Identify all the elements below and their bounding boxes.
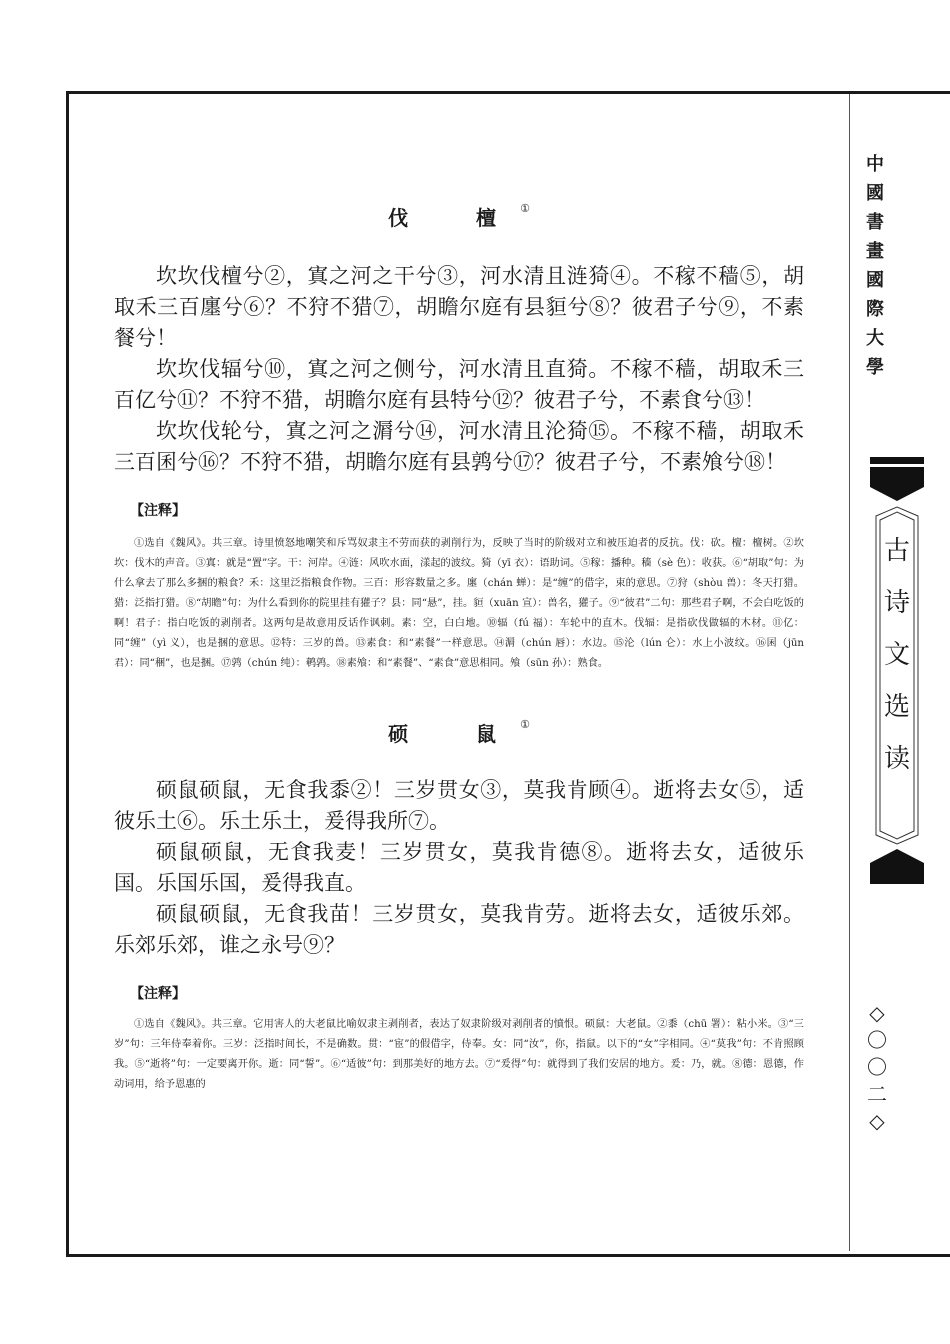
stanza: 硕鼠硕鼠，无食我苗！三岁贯女，莫我肯劳。逝将去女，适彼乐郊。乐郊乐郊，谁之永号⑨？ — [114, 902, 804, 957]
stanza: 硕鼠硕鼠，无食我黍②！三岁贯女③，莫我肯顾④。逝将去女⑤，适彼乐土⑥。乐土乐土，爰得我所⑦。 — [114, 778, 804, 833]
stanza: 坎坎伐檀兮②，寘之河之干兮③，河水清且涟猗④。不稼不穑⑤，胡取禾三百廛兮⑥？不狩不猎⑦，胡瞻尔庭有县貆兮⑧？彼君子兮⑨，不素餐兮！ — [114, 264, 804, 350]
ornament-bar — [870, 457, 924, 464]
main-content — [114, 100, 804, 1095]
poem-body — [114, 775, 804, 961]
book-title: 古 诗 文 选 读 — [883, 536, 910, 774]
publisher-name: 中 國 書 畫 國 際 大 學 — [866, 154, 884, 378]
stanza: 坎坎伐辐兮⑩，寘之河之侧兮，河水清且直猗。不稼不穑，胡取禾三百亿兮⑪？不狩不猎，胡瞻尔庭有县特兮⑫？彼君子兮，不素食兮⑬！ — [114, 357, 804, 412]
poem-title: 硕 鼠① — [388, 718, 530, 746]
stanza: 坎坎伐轮兮，寘之河之漘兮⑭，河水清且沦猗⑮。不稼不穑，胡取禾三百囷兮⑯？不狩不猎，胡瞻尔庭有县鹑兮⑰？彼君子兮，不素飧兮⑱！ — [114, 419, 804, 474]
ornament-bar — [870, 877, 924, 884]
notes-text: ①选自《魏风》。共三章。它用害人的大老鼠比喻奴隶主剥削者，表达了奴隶阶级对剥削者的憤恨。硕鼠：大老鼠。②黍（chū 署）：粘小米。③“三岁”句：三年侍奉着你。三岁：泛指时间长，不是确数。贯：“宦”的假借字，侍奉。女：同“汝”，你，指鼠。以下的“女”字相同。④“莫我”句：不肯照顾我。⑤“逝将”句：一定要离开你。逝：同“誓”。⑥“适彼”句：到那美好的地方去。⑦“爰得”句：就得到了我们安居的地方。爰：乃，就。⑧德：恩德，作动词用，给予恩惠的 — [114, 1019, 804, 1090]
notes-text: ①选自《魏风》。共三章。诗里愤怒地嘲笑和斥骂奴隶主不劳而获的剥削行为，反映了当时的阶级对立和被压迫者的反抗。伐：砍。檀：檀树。②坎坎：伐木的声音。③寘：就是“置”字。干：河岸。④涟：风吹水面，漾起的波纹。猗（yī 衣）：语助词。⑤稼：播种。穑（sè 色）：收获。⑥“胡取”句：为什么拿去了那么多捆的粮食？禾：这里泛指粮食作物。三百：形容数量之多。廛（chán 蝉）：是“缠”的借字，束的意思。⑦狩（shòu 兽）：冬天打猎。猎：泛指打猎。⑧“胡瞻”句：为什么看到你的院里挂有獾子？县：同“悬”，挂。貆（xuān 宣）：兽名，獾子。⑨“彼君”二句：那些君子啊，不会白吃饭的啊！君子：指白吃饭的剥削者。这两句是故意用反话作讽刺。素：空，白白地。⑩辐（fú 福）：车轮中的直木。伐辐：是指砍伐做辐的木材。⑪亿：同“缠”（yì 义），也是捆的意思。⑫特：三岁的兽。⑬素食：和“素餐”一样意思。⑭漘（chún 唇）：水边。⑮沦（lún 仑）：水上小波纹。⑯囷（jūn 君）：同“稇”，也是捆。⑰鹑（chún 纯）：鹌鹑。⑱素飧：和“素餐”、“素食”意思相同。飧（sūn 孙）：熟食。 — [114, 538, 804, 669]
page-number: ◇ 〇 〇 二 ◇ — [867, 1001, 887, 1133]
poem-body — [114, 261, 804, 478]
notes-heading: 【注释】 — [130, 986, 186, 1002]
stanza: 硕鼠硕鼠，无食我麦！三岁贯女，莫我肯德⑧。逝将去女，适彼乐国。乐国乐国，爰得我直。 — [114, 840, 804, 895]
ornament-cap — [870, 467, 924, 501]
notes-heading: 【注释】 — [130, 503, 186, 519]
sidebar-divider — [849, 94, 850, 1251]
poem-title: 伐 檀① — [388, 202, 530, 230]
